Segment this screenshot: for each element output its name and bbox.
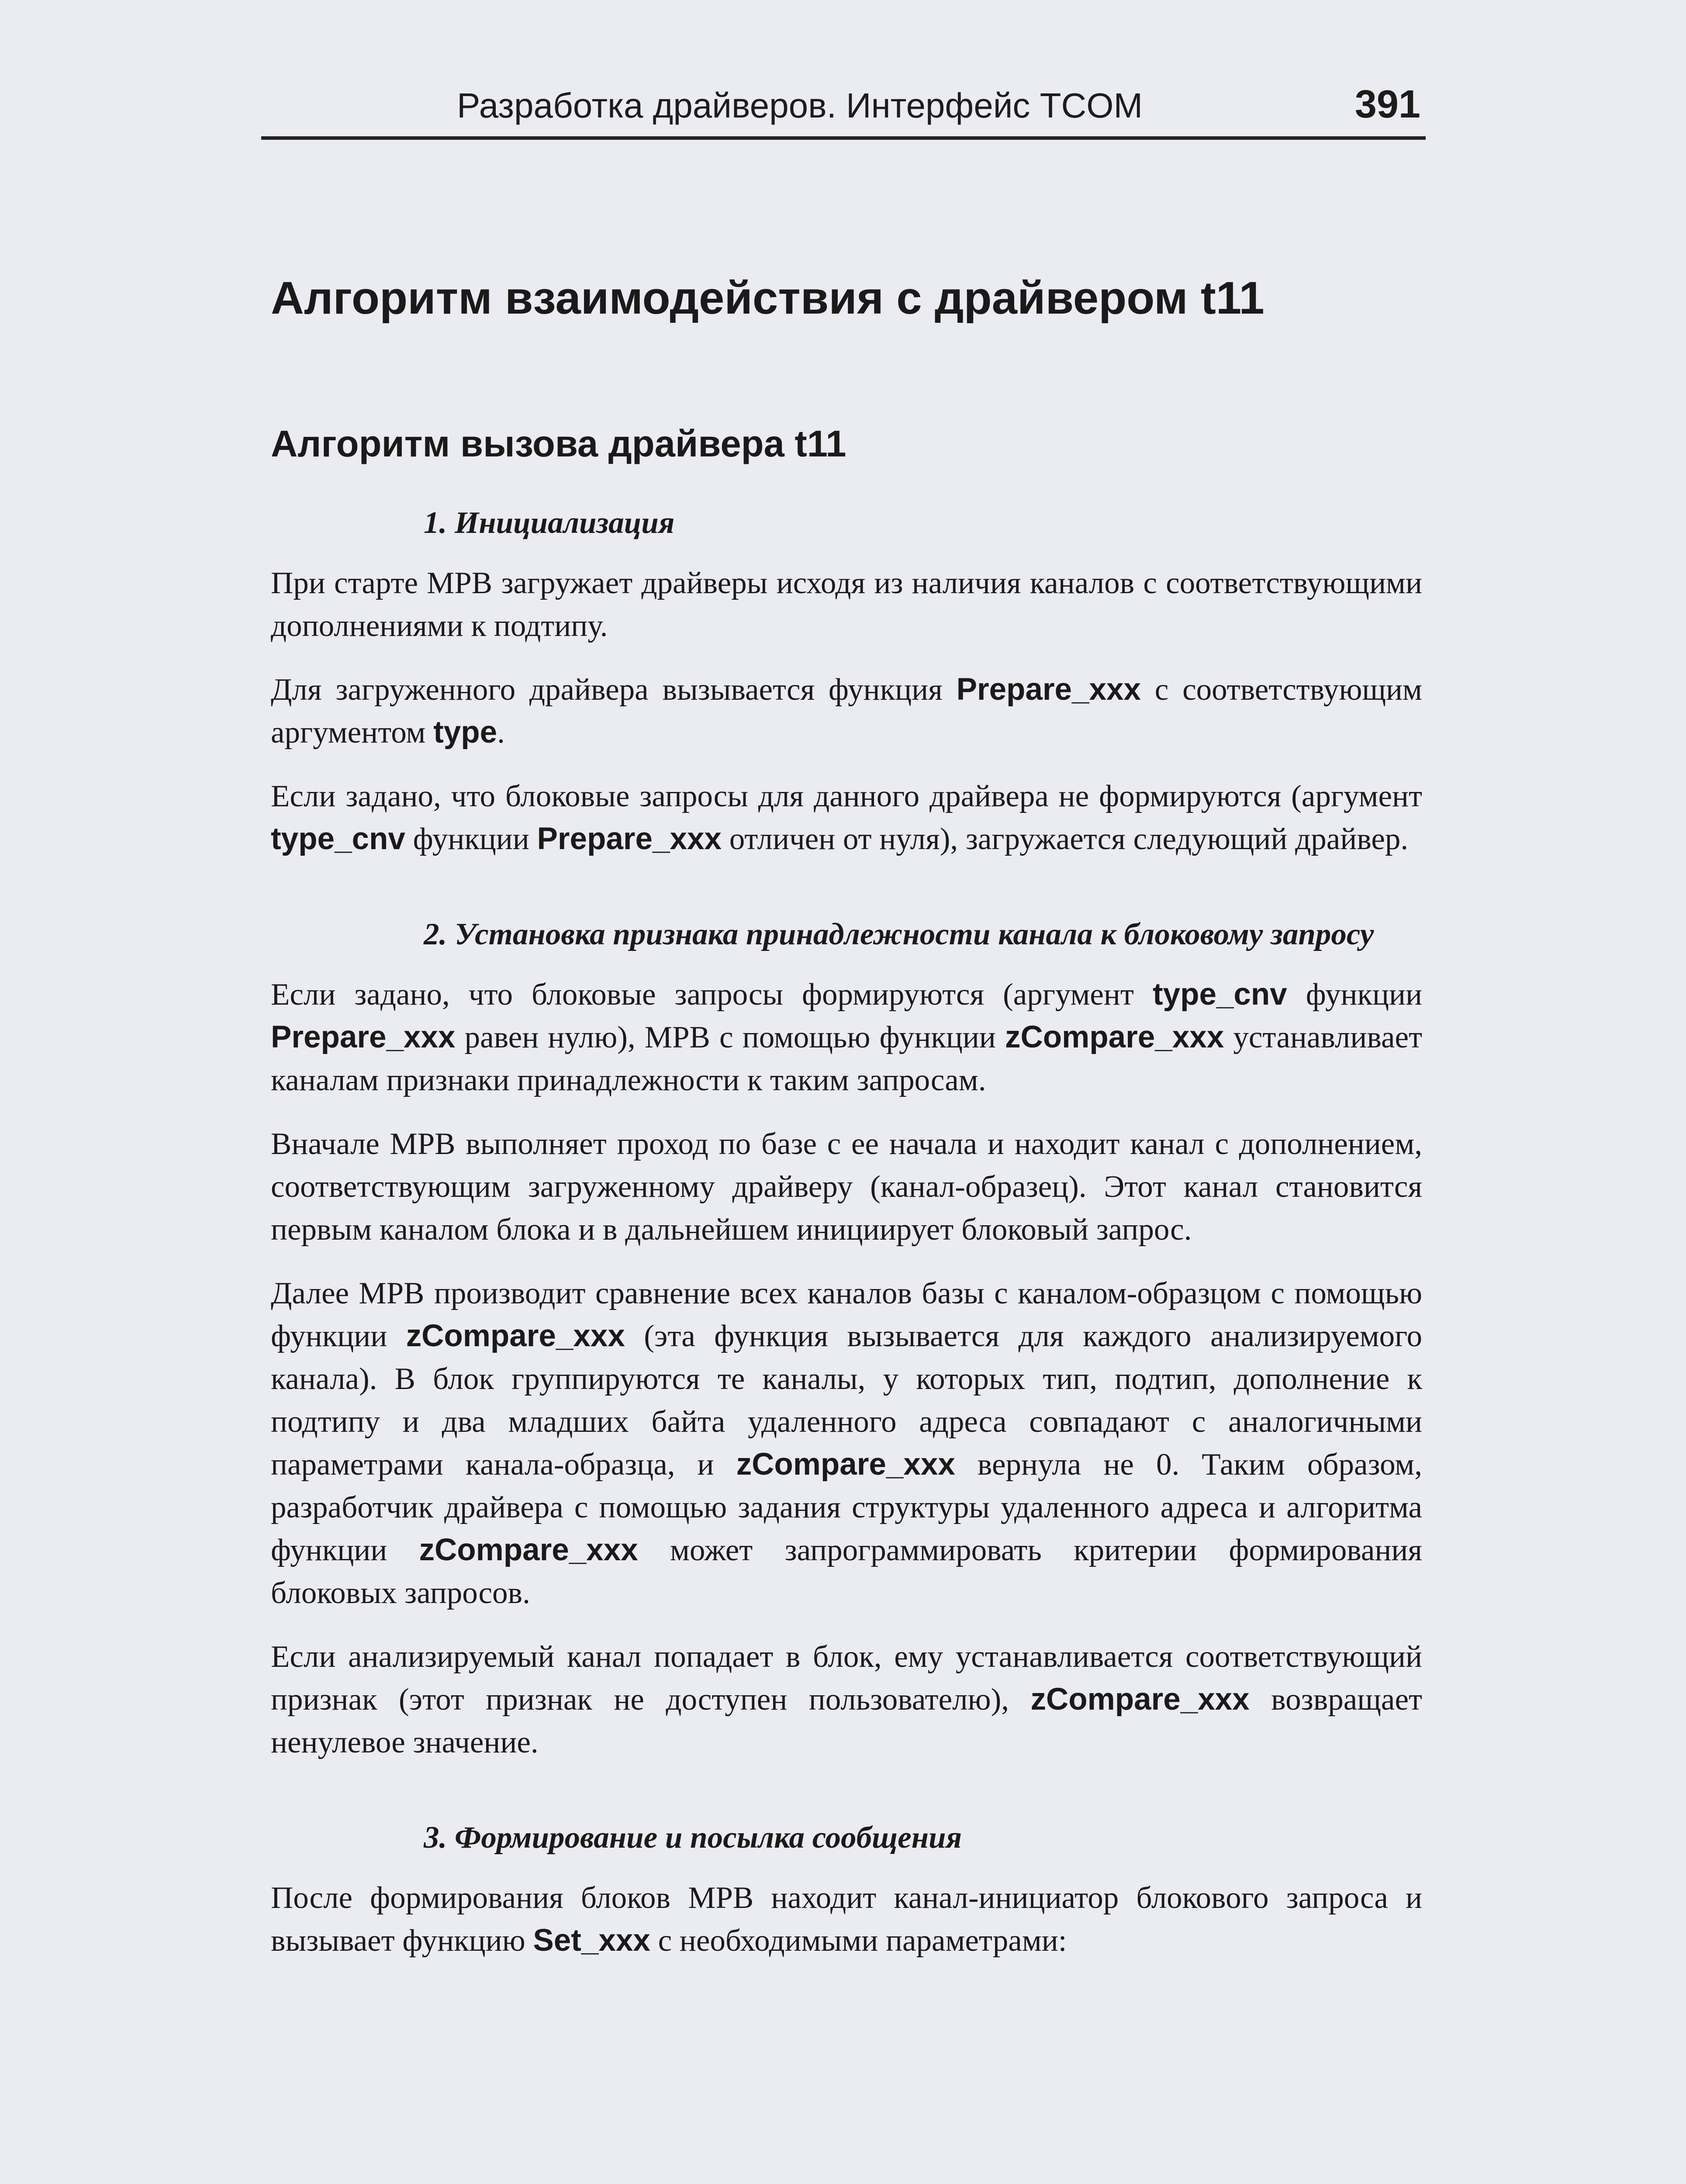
section-heading: Алгоритм вызова драйвера t11 — [271, 423, 846, 465]
code-zcompare: zCompare_xxx — [736, 1447, 955, 1482]
page-body — [271, 271, 1422, 1983]
code-set: Set_xxx — [533, 1923, 650, 1958]
code-zcompare: zCompare_xxx — [406, 1319, 625, 1353]
text-run: возвращает ненулевое значение. — [271, 1683, 1422, 1759]
text-run: Если задано, что блоковые запросы для данного драйвера не формируются (аргумент — [271, 779, 1422, 813]
text-run: Если анализируемый канал попадает в блок, ему устанавливается соответствующий признак (этот признак не доступен пользователю), — [271, 1640, 1422, 1717]
text-run: с необходимыми параметрами: — [650, 1924, 1067, 1958]
text-run: Далее МРВ производит сравнение всех каналов базы с каналом-образцом с помощью функции — [271, 1276, 1422, 1353]
subsection-title-init: 1. Инициализация — [424, 506, 675, 540]
paragraph-block-requests — [271, 973, 1422, 1102]
text-run: . — [497, 715, 505, 750]
text-run: с соответствующим аргументом — [271, 673, 1422, 750]
code-type-cnv: type_cnv — [271, 822, 405, 856]
text-run: может запрограммировать критерии формирования блоковых запросов. — [271, 1533, 1422, 1610]
text-run: вернула не 0. Таким образом, разработчик драйвера с помощью задания структуры удаленного адреса и алгоритма функции — [271, 1448, 1422, 1567]
chapter-heading: Алгоритм взаимодействия с драйвером t11 — [271, 273, 1264, 324]
code-zcompare: zCompare_xxx — [419, 1533, 638, 1567]
text-run: функции — [405, 822, 537, 856]
code-prepare: Prepare_xxx — [956, 672, 1141, 707]
text-run: функции — [1287, 978, 1422, 1012]
text-run: отличен от нуля), загружается следующий драйвер. — [721, 822, 1409, 856]
paragraph-prepare-call — [271, 668, 1422, 754]
code-type-cnv: type_cnv — [1152, 977, 1287, 1012]
code-prepare: Prepare_xxx — [537, 822, 722, 856]
page-number: 391 — [1354, 83, 1420, 126]
paragraph-flag-set — [271, 1635, 1422, 1764]
running-header-title: Разработка драйверов. Интерфейс TCOM — [457, 86, 1143, 125]
subsection-title-block-flag: 2. Установка признака принадлежности канала к блоковому запросу — [424, 917, 1374, 951]
text-run: Для загруженного драйвера вызывается функция — [271, 673, 957, 707]
paragraph-comparison — [271, 1272, 1422, 1614]
text-run: Если задано, что блоковые запросы формируются (аргумент — [271, 978, 1153, 1012]
text-run: После формирования блоков МРВ находит канал-инициатор блокового запроса и вызывает функцию — [271, 1881, 1422, 1958]
code-prepare: Prepare_xxx — [271, 1020, 456, 1054]
text-run: (эта функция вызывается для каждого анализируемого канала). В блок группируются те каналы, у которых тип, подтип, дополнение к подтипу и два младших байта удаленного адреса совпадают с аналогичными параметрами канала-образца, и — [271, 1319, 1422, 1482]
code-zcompare: zCompare_xxx — [1030, 1682, 1250, 1717]
text-run: устанавливает каналам признаки принадлежности к таким запросам. — [271, 1020, 1422, 1097]
subsection-title-message: 3. Формирование и посылка сообщения — [424, 1821, 962, 1855]
paragraph-startup: При старте МРВ загружает драйверы исходя из наличия каналов с соответствующими дополнениями к подтипу. — [271, 566, 1422, 643]
code-zcompare: zCompare_xxx — [1005, 1020, 1224, 1054]
text-run: равен нулю), МРВ с помощью функции — [455, 1020, 1005, 1054]
header-rule — [261, 136, 1426, 140]
code-type: type — [433, 715, 498, 750]
paragraph-sample-channel: Вначале МРВ выполняет проход по базе с ее начала и находит канал с дополнением, соответствующим загруженному драйверу (канал-образец). Этот канал становится первым каналом блока и в дальнейшем инициирует блоковый запрос. — [271, 1127, 1422, 1247]
paragraph-set-call — [271, 1876, 1422, 1962]
paragraph-type-cnv — [271, 775, 1422, 860]
